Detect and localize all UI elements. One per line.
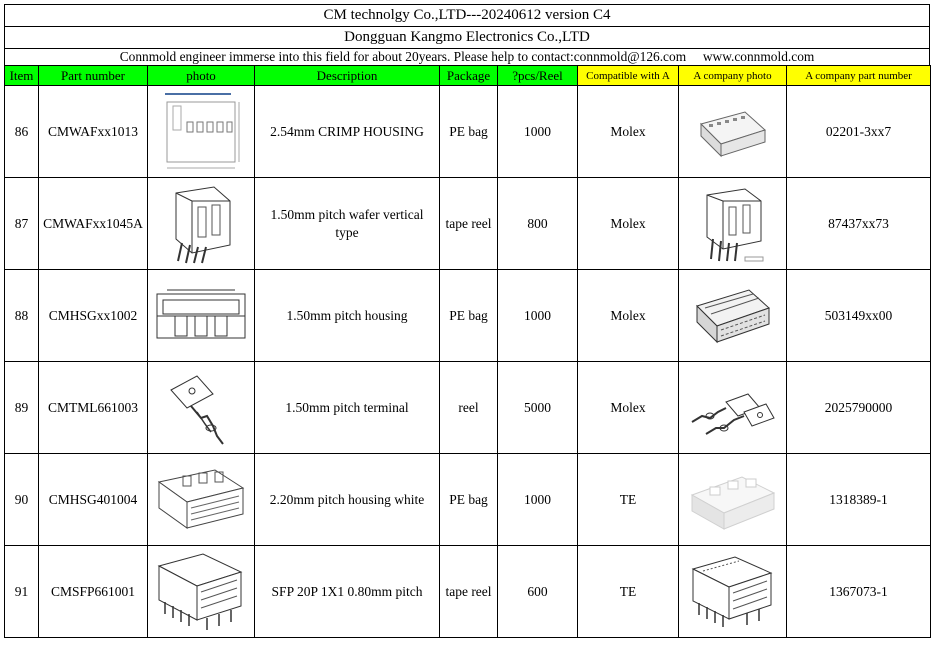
table-row	[5, 86, 931, 178]
col-a-part: A company part number	[787, 66, 931, 86]
col-compatible: Compatible with A	[578, 66, 679, 86]
package-cell: PE bag	[440, 86, 498, 178]
photo-cell	[148, 270, 255, 362]
product-table	[4, 65, 931, 638]
housing-white-drawing-icon	[153, 462, 249, 538]
photo-cell	[148, 454, 255, 546]
package-cell: reel	[440, 362, 498, 454]
col-package: Package	[440, 66, 498, 86]
photo-cell	[148, 86, 255, 178]
crimp-housing-drawing-icon	[155, 92, 247, 172]
description-cell: 1.50mm pitch housing	[255, 270, 440, 362]
spreadsheet	[4, 4, 930, 638]
housing-iso-icon	[691, 282, 775, 350]
photo-cell	[148, 546, 255, 638]
sfp-connector-icon	[153, 550, 249, 634]
part-number-cell: CMWAFxx1045A	[39, 178, 148, 270]
a-part-cell: 02201-3xx7	[787, 86, 931, 178]
qty-cell: 5000	[498, 362, 578, 454]
contact-line: Connmold engineer immerse into this field for about 20years. Please help to contact:connmold@126.com www.connmold.com	[4, 48, 930, 65]
compatible-cell: Molex	[578, 86, 679, 178]
compatible-cell: TE	[578, 546, 679, 638]
item-cell: 89	[5, 362, 39, 454]
part-number-cell: CMHSG401004	[39, 454, 148, 546]
part-number-cell: CMSFP661001	[39, 546, 148, 638]
item-cell: 87	[5, 178, 39, 270]
qty-cell: 1000	[498, 454, 578, 546]
photo-cell	[148, 362, 255, 454]
a-part-cell: 503149xx00	[787, 270, 931, 362]
a-photo-cell	[679, 86, 787, 178]
item-cell: 90	[5, 454, 39, 546]
a-photo-cell	[679, 454, 787, 546]
compatible-cell: Molex	[578, 178, 679, 270]
a-photo-cell	[679, 178, 787, 270]
table-row	[5, 362, 931, 454]
housing-front-icon	[153, 286, 249, 346]
package-cell: PE bag	[440, 270, 498, 362]
company-subtitle: Dongguan Kangmo Electronics Co.,LTD	[4, 26, 930, 48]
part-number-cell: CMWAFxx1013	[39, 86, 148, 178]
col-description: Description	[255, 66, 440, 86]
package-cell: PE bag	[440, 454, 498, 546]
compatible-cell: TE	[578, 454, 679, 546]
package-cell: tape reel	[440, 178, 498, 270]
a-part-cell: 2025790000	[787, 362, 931, 454]
part-number-cell: CMHSGxx1002	[39, 270, 148, 362]
a-photo-cell	[679, 546, 787, 638]
description-cell: 2.54mm CRIMP HOUSING	[255, 86, 440, 178]
qty-cell: 1000	[498, 270, 578, 362]
col-part-number: Part number	[39, 66, 148, 86]
qty-cell: 800	[498, 178, 578, 270]
photo-cell	[148, 178, 255, 270]
qty-cell: 600	[498, 546, 578, 638]
terminal-icon	[161, 366, 241, 450]
table-row	[5, 270, 931, 362]
qty-cell: 1000	[498, 86, 578, 178]
terminal-pair-icon	[688, 378, 778, 438]
col-a-photo: A company photo	[679, 66, 787, 86]
col-pcs-reel: ?pcs/Reel	[498, 66, 578, 86]
a-part-cell: 87437xx73	[787, 178, 931, 270]
table-row	[5, 178, 931, 270]
compatible-cell: Molex	[578, 270, 679, 362]
col-item: Item	[5, 66, 39, 86]
compatible-cell: Molex	[578, 362, 679, 454]
table-row	[5, 546, 931, 638]
description-cell: 1.50mm pitch terminal	[255, 362, 440, 454]
item-cell: 88	[5, 270, 39, 362]
a-photo-cell	[679, 362, 787, 454]
wafer-vertical-icon	[693, 183, 773, 265]
description-cell: 2.20mm pitch housing white	[255, 454, 440, 546]
table-header-row	[5, 66, 931, 86]
sfp-connector-icon	[687, 551, 779, 633]
item-cell: 86	[5, 86, 39, 178]
a-photo-cell	[679, 270, 787, 362]
housing-white-photo-icon	[688, 465, 778, 535]
a-part-cell: 1318389-1	[787, 454, 931, 546]
description-cell: SFP 20P 1X1 0.80mm pitch	[255, 546, 440, 638]
company-title: CM technolgy Co.,LTD---20240612 version C4	[4, 4, 930, 26]
table-row	[5, 454, 931, 546]
col-photo: photo	[148, 66, 255, 86]
description-cell: 1.50mm pitch wafer vertical type	[255, 178, 440, 270]
a-part-cell: 1367073-1	[787, 546, 931, 638]
part-number-cell: CMTML661003	[39, 362, 148, 454]
package-cell: tape reel	[440, 546, 498, 638]
item-cell: 91	[5, 546, 39, 638]
crimp-housing-icon	[693, 102, 773, 162]
wafer-vertical-icon	[158, 183, 244, 265]
